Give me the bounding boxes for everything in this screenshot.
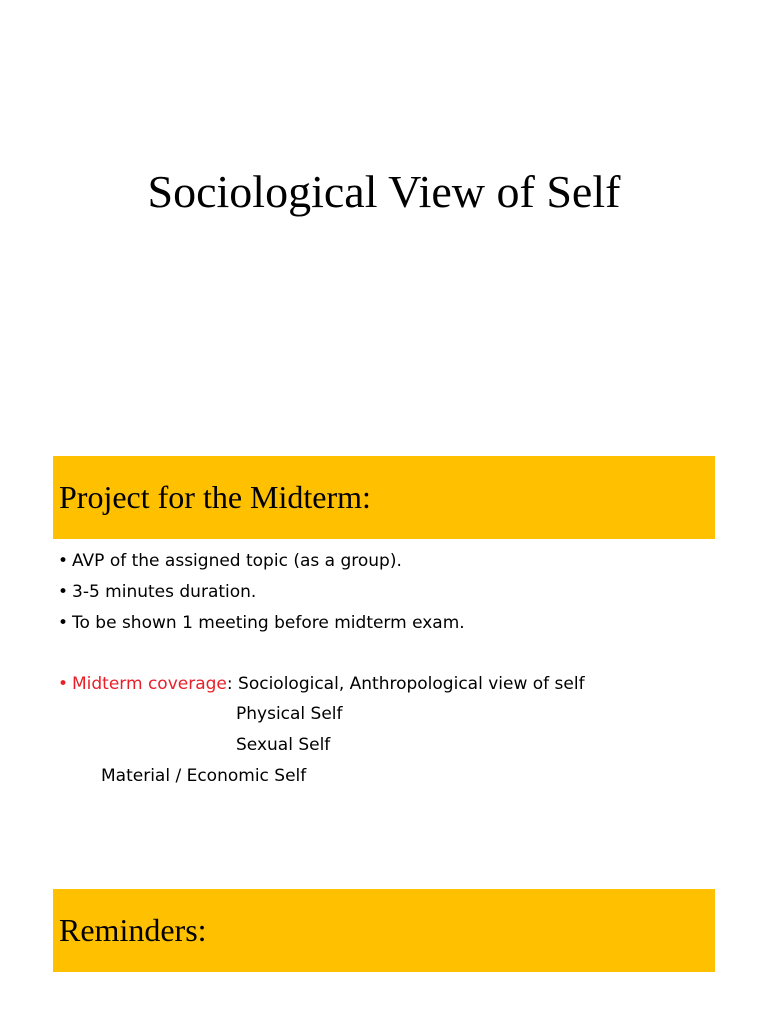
coverage-label: Midterm coverage xyxy=(72,674,227,694)
bullet-text: AVP of the assigned topic (as a group). xyxy=(72,551,402,571)
coverage-subitem: Physical Self xyxy=(236,704,343,724)
coverage-first-item: Sociological, Anthropological view of self xyxy=(232,674,585,694)
project-heading: Project for the Midterm: xyxy=(59,479,371,515)
project-banner xyxy=(53,456,715,539)
slide-title: Sociological View of Self xyxy=(147,166,621,217)
reminders-banner xyxy=(53,889,715,972)
coverage-separator: : xyxy=(226,674,233,694)
reminders-heading: Reminders: xyxy=(59,912,207,948)
bullet-icon: • xyxy=(58,582,69,602)
list-item xyxy=(58,580,256,604)
bullet-icon: • xyxy=(58,551,69,571)
bullet-text: To be shown 1 meeting before midterm exam. xyxy=(72,613,465,633)
bullet-icon: • xyxy=(58,674,69,694)
list-item xyxy=(58,611,465,635)
bullet-icon: • xyxy=(58,613,69,633)
coverage-subitem: Sexual Self xyxy=(236,735,331,755)
list-item xyxy=(58,549,402,573)
coverage-subitem: Material / Economic Self xyxy=(101,766,307,786)
bullet-text: 3-5 minutes duration. xyxy=(72,582,257,602)
coverage-item xyxy=(58,672,585,696)
